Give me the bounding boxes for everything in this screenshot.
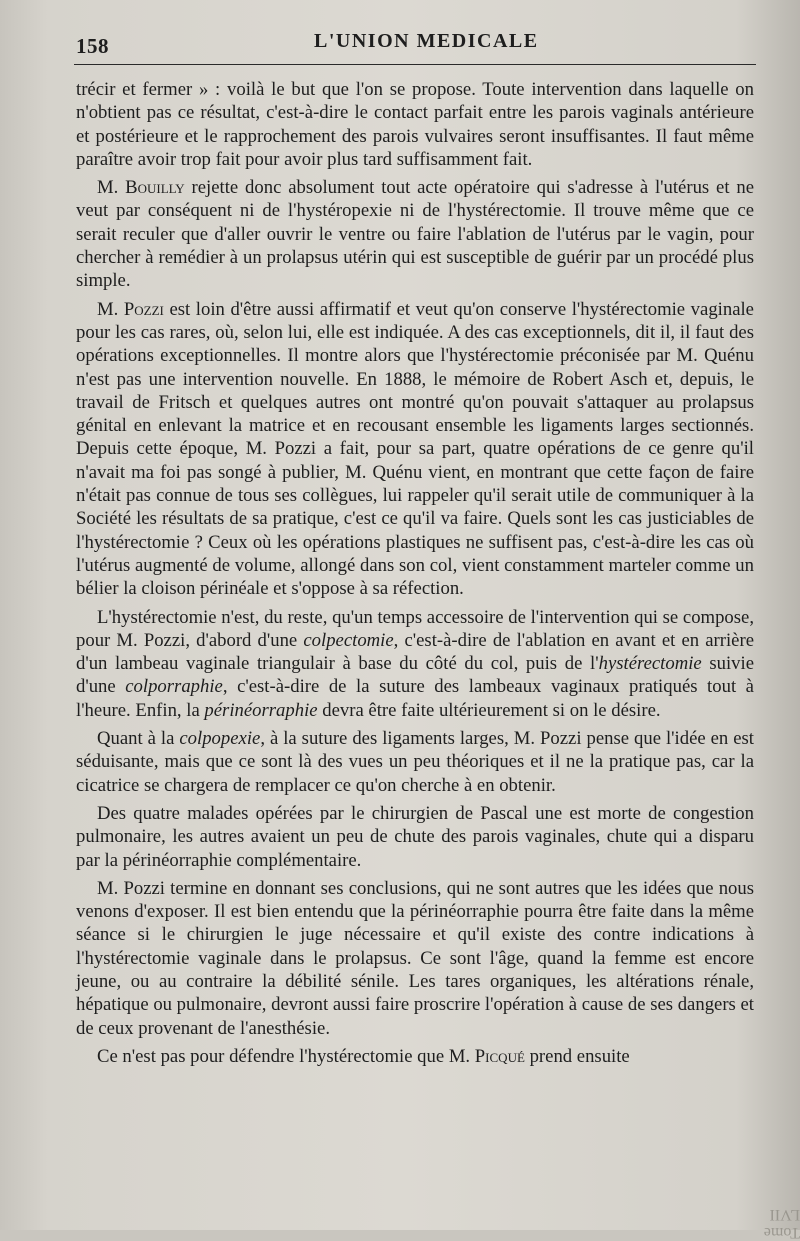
text-run: L'hystérectomie n'est, du reste, qu'un temps accessoire de l'intervention qui se compose, pour M. Pozzi, d'abord d'une <box>76 606 754 651</box>
text-run: Quant à la <box>97 728 180 750</box>
text-run: M. Pozzi termine en donnant ses conclusions, qui ne sont autres que les idées que nous venons d'exposer. Il est bien entendu que la périnéorraphie pourra être faite dans la même séance si le chirurgien le juge nécessaire et qu'il existe des contre indications à l'hystérectomie vaginale dans le prolapsus. Ce sont l'âge, quand la femme est encore jeune, ou au contraire la débilité sénile. Les tares organiques, les altérations rénale, hépatique ou pulmonaire, devront aussi faire proscrire l'opération à cause de ses dangers et de ceux provenant de l'anesthésie. <box>76 877 754 1039</box>
paragraph <box>76 727 754 797</box>
text-run: trécir et fermer » : voilà le but que l'on se propose. Toute intervention dans laquelle on n'obtient pas ce résultat, c'est-à-dire le contact parfait entre les parois vaginals antérieure et postérieure et le rapprochement des parois vulvaires seront insuffisantes. Il faut même paraître avoir trop fait pour avoir plus tard suffisamment fait. <box>76 79 754 170</box>
text-run: , à la suture des ligaments larges, M. Pozzi pense que l'idée en est séduisante, mais que ce sont là des vues un peu théoriques et il ne la pratique pas, car la cicatrice se chargera de remplacer ce qu'on cherche à en obtenir. <box>76 728 754 796</box>
paragraph <box>76 1045 754 1068</box>
italic-term: colpopexie <box>179 728 261 750</box>
surname: Bouilly <box>125 177 185 199</box>
paragraph <box>76 606 754 722</box>
paragraph <box>76 298 754 601</box>
text-run: Des quatre malades opérées par le chirurgien de Pascal une est morte de congestion pulmonaire, les autres avaient un peu de chute des parois vaginales, chute qui a disparu par la périnéorraphie complémentaire. <box>76 802 754 871</box>
paragraph <box>76 802 754 872</box>
text-run: Ce n'est pas pour défendre l'hystérectomie que M. <box>97 1045 475 1067</box>
paragraph <box>76 877 754 1040</box>
italic-term: hystérectomie <box>598 653 702 675</box>
text-run: rejette donc absolument tout acte opératoire qui s'adresse à l'utérus et ne veut par conséquent ni de l'hystéropexie ni de l'hystérectomie. Il trouve même que ce serait reculer que d'aller ouvrir le ventre ou faire l'ablation de l'utérus par le vagin, pour chercher à remédier à un prolapsus utérin qui est susceptible de guérir par un procédé plus simple. <box>76 177 754 292</box>
italic-term: périnéorraphie <box>204 699 318 721</box>
article-body <box>76 78 754 1068</box>
journal-title: L'UNION MEDICALE <box>314 30 539 52</box>
running-header <box>74 28 756 56</box>
text-run: , c'est-à-dire de l'ablation en avant et en arrière d'un lambeau vaginale triangulair à base du côté du col, puis de l' <box>76 629 754 675</box>
show-through-text: Tome LVII <box>763 1206 800 1241</box>
text-run: devra être faite ultérieurement si on le désire. <box>317 699 661 721</box>
page-number: 158 <box>76 34 109 58</box>
text-run: M. <box>97 177 126 199</box>
surname: Picqué <box>474 1045 525 1067</box>
paragraph <box>76 176 754 292</box>
header-rule <box>74 64 756 65</box>
text-run: suivie d'une <box>76 653 755 698</box>
text-run: , c'est-à-dire de la suture des lambeaux vaginaux pratiqués tout à l'heure. Enfin, la <box>76 676 754 721</box>
text-run: est loin d'être aussi affirmatif et veut qu'on conserve l'hystérectomie vaginale pour les cas rares, où, selon lui, elle est indiquée. A des cas exceptionnels, dit il, il faut des opérations exceptionnelles. Il montre alors que l'hystérectomie préconisée par M. Quénu n'est pas une intervention nouvelle. En 1888, le mémoire de Robert Asch et, depuis, le travail de Fritsch et quelques autres ont montré qu'on pouvait s'attaquer au prolapsus génital en enlevant la matrice et en recousant ensemble les ligaments larges sectionnés. Depuis cette époque, M. Pozzi a fait, pour sa part, quatre opérations de ce genre qu'il n'avait ma foi pas songé à publier, M. Quénu vient, en montrant que cette façon de faire n'était pas connue de tous ses collègues, lui rappeler qu'il serait utile de communiquer à la Société les résultats de sa pratique, c'est ce qu'il va faire. Quels sont les cas justiciables de l'hystérectomie ? Ceux où les opérations plastiques ne suffisent pas, c'est-à-dire les cas où l'utérus augmenté de volume, allongé dans son col, vient constamment marteler comme un bélier la cloison périnéale et s'oppose à sa réfection. <box>76 298 754 600</box>
surname: Pozzi <box>123 298 164 320</box>
italic-term: colporraphie <box>125 676 223 698</box>
text-run: prend ensuite <box>524 1045 630 1067</box>
paragraph <box>76 78 754 171</box>
text-run: M. <box>97 298 124 320</box>
italic-term: colpectomie <box>303 629 394 651</box>
